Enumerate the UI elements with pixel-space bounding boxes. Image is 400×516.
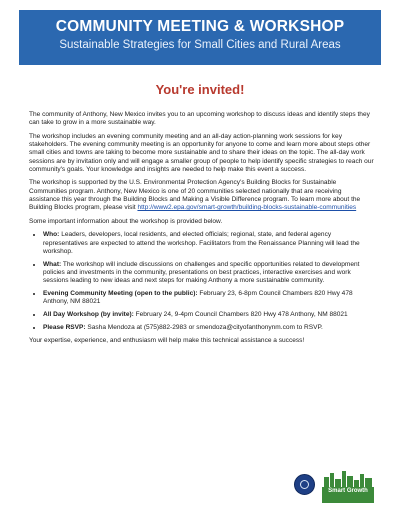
workshop-paragraph: The workshop includes an evening community meeting and an all-day action-planning work sessions for key stakeholders. The evening community meeting is an opportunity for anyone to come and learn more about steps other small cities and towns are taking to become more sustainable and to share their ideas on the topic. The all-day work sessions are by invitation only and will engage a smaller group of people to help identify specific strategies to reach our community's goals. Your knowledge and insights are needed to help make this event a success. bbox=[29, 132, 374, 173]
smart-growth-label: Smart Growth bbox=[322, 487, 374, 503]
details-list bbox=[29, 231, 374, 332]
list-item-evening-meeting bbox=[43, 290, 374, 307]
header-banner bbox=[19, 10, 381, 65]
epa-seal-icon bbox=[294, 474, 315, 495]
info-intro: Some important information about the workshop is provided below. bbox=[29, 217, 223, 225]
what-text: The workshop will include discussions on challenges and specific opportunities related to development policies and investments in the community, presentations on best practices, interactive exercises and work sessions leading to new ideas and next steps for making Anthony a more sustainable community. bbox=[43, 260, 360, 285]
closing-paragraph: Your expertise, experience, and enthusiasm will help make this technical assistance a success! bbox=[29, 337, 305, 345]
support-text: The workshop is supported by the U.S. Environmental Protection Agency's Building Blocks for Sustainable Communities program. Anthony, New Mexico is one of 20 communities selected nationally that are receiving assistance this year through the Building Blocks and Making a Visible Difference program. To learn more about the Building Blocks program, please visit bbox=[29, 179, 361, 212]
rsvp-text: Sasha Mendoza at (575)882-2983 or smendoza@cityofanthonynm.com to RSVP. bbox=[87, 323, 323, 331]
letter-body bbox=[29, 111, 374, 351]
list-item-all-day-workshop bbox=[43, 311, 374, 319]
list-item-who bbox=[43, 231, 374, 256]
building-blocks-link[interactable]: http://www2.epa.gov/smart-growth/building-blocks-sustainable-communities bbox=[137, 204, 357, 212]
who-label: Who: bbox=[43, 231, 60, 239]
skyline-icon bbox=[322, 469, 374, 487]
allday-text: February 24, 9-4pm Council Chambers 820 Hwy 478 Anthony, NM 88021 bbox=[135, 311, 348, 319]
evening-text: February 23, 6-8pm Council Chambers 820 Hwy 478 Anthony, NM 88021 bbox=[43, 290, 353, 306]
list-item-rsvp bbox=[43, 324, 374, 332]
evening-label: Evening Community Meeting (open to the public): bbox=[43, 290, 198, 298]
page-title: COMMUNITY MEETING & WORKSHOP bbox=[55, 18, 345, 35]
smart-growth-logo bbox=[322, 469, 374, 503]
allday-label: All Day Workshop (by invite): bbox=[43, 311, 134, 319]
intro-paragraph: The community of Anthony, New Mexico invites you to an upcoming workshop to discuss ideas and identify steps they can take to grow in a more sustainable way. bbox=[29, 111, 370, 127]
what-label: What: bbox=[43, 260, 62, 268]
rsvp-label: Please RSVP: bbox=[43, 323, 86, 331]
page-subtitle: Sustainable Strategies for Small Cities and Rural Areas bbox=[59, 39, 341, 51]
invite-heading: You're invited! bbox=[155, 82, 245, 97]
who-text: Leaders, developers, local residents, and elected officials; regional, state, and federal agency representatives are expected to attend the workshop. Facilitators from the Renaissance Planning will lead the workshop. bbox=[43, 231, 360, 255]
support-paragraph bbox=[29, 179, 374, 212]
list-item-what bbox=[43, 261, 374, 286]
